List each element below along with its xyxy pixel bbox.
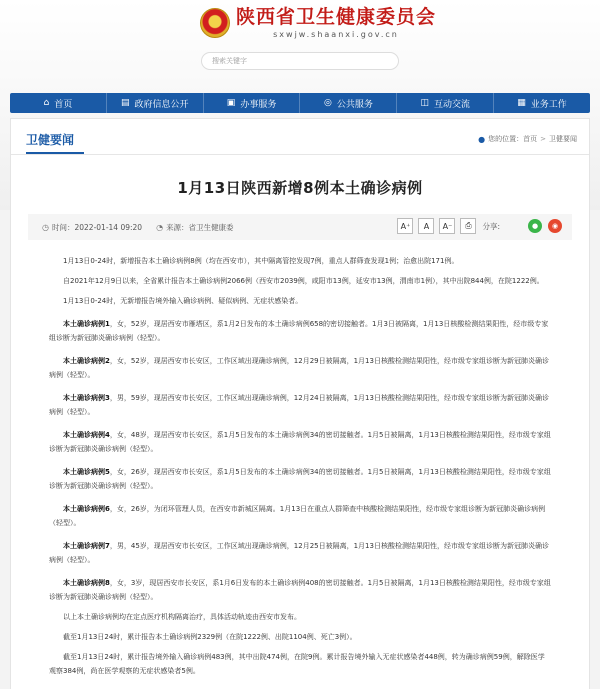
article-body [11, 240, 589, 678]
article-title: 1月13日陕西新增8例本土确诊病例 [177, 179, 423, 197]
nav-item-label: 政府信息公开 [134, 99, 189, 110]
briefcase-icon: ▣ [226, 98, 236, 108]
nav-item-public-services[interactable] [300, 93, 397, 113]
case-label: 本土确诊病例4 [63, 431, 110, 439]
breadcrumb-home[interactable]: 首页 [523, 135, 538, 143]
font-increase-button[interactable]: A⁺ [397, 218, 413, 234]
case-paragraph: 本土确诊病例6，女，26岁，为闭环管理人员，在西安市新城区隔离。1月13日在重点人群筛查中核酸检测结果阳性，经市级专家组诊断为新冠肺炎确诊病例（轻型）。 [49, 505, 546, 527]
national-emblem-icon [200, 8, 230, 38]
site-title-block [236, 6, 436, 39]
content-panel [10, 118, 590, 689]
section-underline [26, 152, 84, 154]
site-logo[interactable] [200, 6, 436, 39]
nav-item-home[interactable] [10, 93, 107, 113]
nav-item-business[interactable] [494, 93, 590, 113]
case-label: 本土确诊病例5 [63, 468, 110, 476]
case-paragraph: 本土确诊病例3，男，59岁，现居西安市长安区，工作区域出现确诊病例，12月24日被隔离，1月13日核酸检测结果阳性，经市级专家组诊断为新冠肺炎确诊病例（轻型）。 [49, 394, 549, 416]
breadcrumb-prefix: 您的位置： [488, 135, 524, 143]
nav-item-label: 公共服务 [336, 99, 373, 110]
font-decrease-button[interactable]: A⁻ [439, 218, 455, 234]
case-paragraph: 本土确诊病例7，男，45岁，现居西安市长安区，工作区域出现确诊病例，12月25日被隔离，1月13日核酸检测结果阳性，经市级专家组诊断为新冠肺炎确诊病例（轻型）。 [49, 542, 549, 564]
article-paragraph: 自2021年12月9日以来，全省累计报告本土确诊病例2066例（西安市2039例，咸阳市13例，延安市13例，渭南市1例），其中出院844例，在院1222例。 [63, 277, 544, 285]
case-paragraph: 本土确诊病例4，女，48岁，现居西安市长安区，系1月5日发布的本土确诊病例34的密切接触者。1月5日被隔离，1月13日核酸检测结果阳性，经市级专家组诊断为新冠肺炎确诊病例（轻型）。 [49, 431, 551, 453]
breadcrumb-current[interactable]: 卫健要闻 [549, 135, 577, 143]
case-paragraph: 本土确诊病例5，女，26岁，现居西安市长安区，系1月5日发布的本土确诊病例34的密切接触者。1月5日被隔离，1月13日核酸检测结果阳性，经市级专家组诊断为新冠肺炎确诊病例（轻型）。 [49, 468, 551, 490]
print-icon: ⎙ [465, 221, 472, 230]
work-icon: ▦ [517, 98, 526, 108]
breadcrumb-separator: > [540, 135, 546, 143]
section-header [11, 119, 589, 155]
print-button[interactable] [460, 218, 476, 234]
article-paragraph: 以上本土确诊病例均在定点医疗机构隔离治疗，具体活动轨迹由西安市发布。 [63, 613, 301, 621]
weibo-share-icon[interactable]: ◉ [548, 219, 562, 233]
main-nav [10, 93, 590, 113]
nav-item-label: 办事服务 [240, 99, 277, 110]
nav-item-label: 业务工作 [530, 99, 567, 110]
site-title: 陕西省卫生健康委员会 [236, 6, 437, 28]
case-label: 本土确诊病例8 [63, 579, 110, 587]
article-paragraph: 1月13日0-24时，无新增报告境外输入确诊病例、疑似病例、无症状感染者。 [63, 297, 303, 305]
article-paragraph: 截至1月13日24时，累计报告本土确诊病例2329例（在院1222例、出院1104例、死亡3例）。 [63, 633, 357, 641]
case-paragraph: 本土确诊病例8，女，3岁，现居西安市长安区，系1月6日发布的本土确诊病例408的密切接触者。1月5日被隔离，1月13日核酸检测结果阳性，经市级专家组诊断为新冠肺炎确诊病例（轻型）。 [49, 579, 551, 601]
people-icon: ◎ [323, 98, 332, 108]
nav-item-interaction[interactable] [397, 93, 494, 113]
home-icon: ⌂ [43, 98, 50, 108]
case-label: 本土确诊病例3 [63, 394, 110, 402]
site-domain: sxwjw.shaanxi.gov.cn [273, 30, 399, 39]
nav-item-label: 首页 [54, 99, 73, 110]
share-label: 分享: [482, 221, 500, 231]
document-icon: ▤ [120, 98, 130, 108]
search-input[interactable]: 搜索关键字 [201, 52, 399, 70]
chat-icon: ◫ [420, 98, 429, 108]
article-paragraph: 1月13日0-24时，新增报告本土确诊病例8例（均在西安市），其中隔离管控发现7例，重点人群筛查发现1例；治愈出院171例。 [63, 257, 459, 265]
article-source-text: 来源：省卫生健康委 [166, 222, 234, 232]
breadcrumb [478, 134, 577, 144]
section-title: 卫健要闻 [26, 133, 75, 147]
case-label: 本土确诊病例7 [63, 542, 110, 550]
location-pin-icon: ● [478, 134, 486, 144]
article-paragraph: 截至1月13日24时，累计报告境外输入确诊病例483例，其中出院474例，在院9例。累计报告境外输入无症状感染者448例，转为确诊病例59例，解除医学观察384例，尚在医学观察的无症状感染者5例。 [49, 653, 545, 675]
nav-item-label: 互动交流 [433, 99, 470, 110]
source-icon: ◔ [156, 222, 164, 232]
publish-time-text: 时间：2022-01-14 09:20 [51, 222, 143, 232]
case-label: 本土确诊病例2 [63, 357, 110, 365]
article-tools [392, 218, 562, 234]
publish-time [42, 222, 142, 233]
case-paragraph: 本土确诊病例2，女，52岁，现居西安市长安区，工作区域出现确诊病例，12月29日被隔离，1月13日核酸检测结果阳性，经市级专家组诊断为新冠肺炎确诊病例（轻型）。 [49, 357, 549, 379]
case-label: 本土确诊病例6 [63, 505, 110, 513]
nav-item-services[interactable] [204, 93, 301, 113]
case-paragraph: 本土确诊病例1，女，52岁，现居西安市雁塔区，系1月2日发布的本土确诊病例658的密切接触者。1月3日被隔离，1月13日核酸检测结果阳性，经市级专家组诊断为新冠肺炎确诊病例（轻型）。 [49, 320, 549, 342]
nav-item-government-info[interactable] [107, 93, 204, 113]
wechat-share-icon[interactable]: ● [528, 219, 542, 233]
article-meta [28, 214, 572, 240]
clock-icon: ◷ [42, 222, 49, 232]
font-default-button[interactable]: A [418, 218, 434, 234]
article-source [156, 222, 233, 233]
case-label: 本土确诊病例1 [63, 320, 110, 328]
